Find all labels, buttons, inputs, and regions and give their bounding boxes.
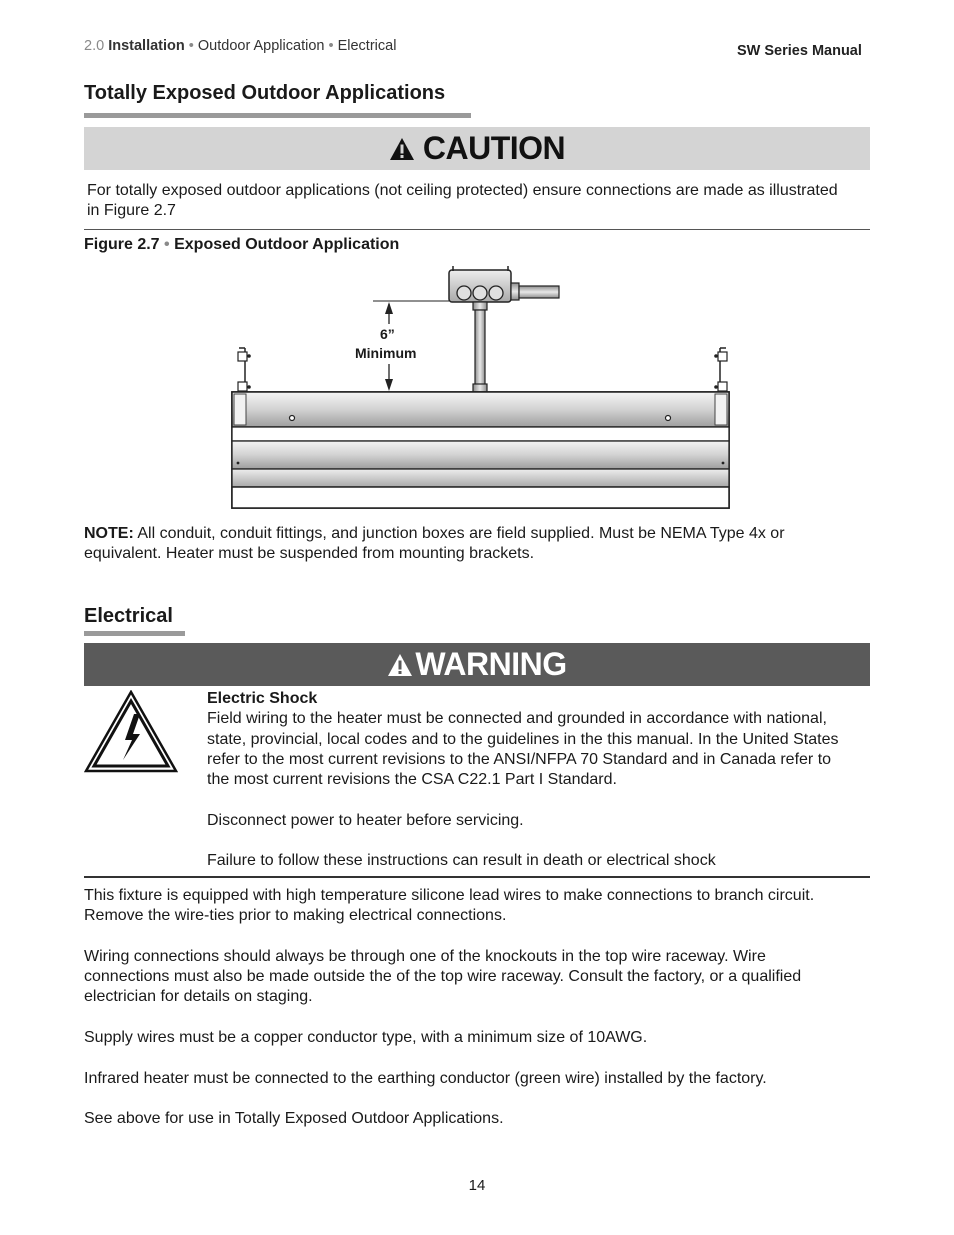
vertical-conduit xyxy=(473,302,487,392)
header-subsection: Outdoor Application xyxy=(197,38,325,54)
body-line: Remove the wire-ties prior to making electrical connections. xyxy=(84,907,507,925)
body-line: Wiring connections should always be through one of the knockouts in the top wire raceway. Wire xyxy=(84,947,766,965)
note-label: NOTE: xyxy=(84,525,134,542)
heater-body xyxy=(232,392,729,508)
shock-line: the most current revisions the CSA C22.1 Part I Standard. xyxy=(207,771,617,789)
running-header xyxy=(84,38,396,54)
body-line: Supply wires must be a copper conductor type, with a minimum size of 10AWG. xyxy=(84,1029,648,1047)
note-text: All conduit, conduit fittings, and junction boxes are field supplied. Must be NEMA Type 4x or xyxy=(137,525,785,542)
heading-underline xyxy=(84,113,471,118)
electric-shock-icon xyxy=(84,690,178,774)
disconnect-text: Disconnect power to heater before servicing. xyxy=(207,811,524,829)
dimension-value: 6” xyxy=(380,326,395,342)
caution-banner xyxy=(84,127,870,170)
shock-line: refer to the most current revisions to the ANSI/NFPA 70 Standard and in Canada refer to xyxy=(207,750,832,768)
header-separator: • xyxy=(328,38,334,54)
caution-text-line: For totally exposed outdoor applications (not ceiling protected) ensure connections are made as illustrated xyxy=(87,182,838,199)
horizontal-conduit xyxy=(511,283,559,300)
body-line: This fixture is equipped with high temperature silicone lead wires to make connections to branch circuit. xyxy=(84,887,815,904)
header-separator: • xyxy=(188,38,194,54)
figure-title: Exposed Outdoor Application xyxy=(174,236,400,253)
section-number: 2.0 xyxy=(84,38,105,54)
electrical-body xyxy=(84,886,870,1130)
section-heading-electrical: Electrical xyxy=(84,605,173,627)
dimension-label: Minimum xyxy=(355,345,417,361)
figure-separator: • xyxy=(164,236,170,253)
manual-title: SW Series Manual xyxy=(737,43,862,59)
body-line: Infrared heater must be connected to the earthing conductor (green wire) installed by the factory. xyxy=(84,1069,767,1087)
section-name: Installation xyxy=(108,38,185,54)
note-text: equivalent. Heater must be suspended from mounting brackets. xyxy=(84,545,535,563)
heater-illustration xyxy=(225,262,740,514)
warning-triangle-icon xyxy=(389,137,415,161)
warning-triangle-icon xyxy=(387,653,413,677)
section-heading-outdoor: Totally Exposed Outdoor Applications xyxy=(84,82,446,104)
caution-label: CAUTION xyxy=(422,130,566,166)
figure-note xyxy=(84,524,785,565)
mounting-bracket-right xyxy=(714,348,727,393)
figure-number: Figure 2.7 xyxy=(84,236,160,253)
figure-caption xyxy=(84,236,399,254)
warning-banner xyxy=(84,643,870,686)
junction-box xyxy=(449,266,511,302)
failure-text: Failure to follow these instructions can result in death or electrical shock xyxy=(207,852,716,870)
divider xyxy=(84,876,870,878)
heading-underline xyxy=(84,631,185,636)
mounting-bracket-left xyxy=(238,348,251,393)
shock-line: state, provincial, local codes and to the guidelines in the this manual. In the United States xyxy=(207,730,839,748)
body-line: electrician for details on staging. xyxy=(84,988,313,1006)
warning-text xyxy=(207,689,870,872)
body-line: connections must also be made outside the of the top wire raceway. Consult the factory, or a qualified xyxy=(84,968,802,986)
divider xyxy=(84,229,870,230)
caution-text xyxy=(87,181,838,222)
shock-title: Electric Shock xyxy=(207,690,318,707)
page-number: 14 xyxy=(468,1177,486,1194)
warning-label: WARNING xyxy=(415,646,567,682)
header-subsection: Electrical xyxy=(337,38,397,54)
body-line: See above for use in Totally Exposed Outdoor Applications. xyxy=(84,1110,504,1128)
shock-line: Field wiring to the heater must be connected and grounded in accordance with national, xyxy=(207,710,827,728)
caution-text-line: in Figure 2.7 xyxy=(87,202,176,220)
